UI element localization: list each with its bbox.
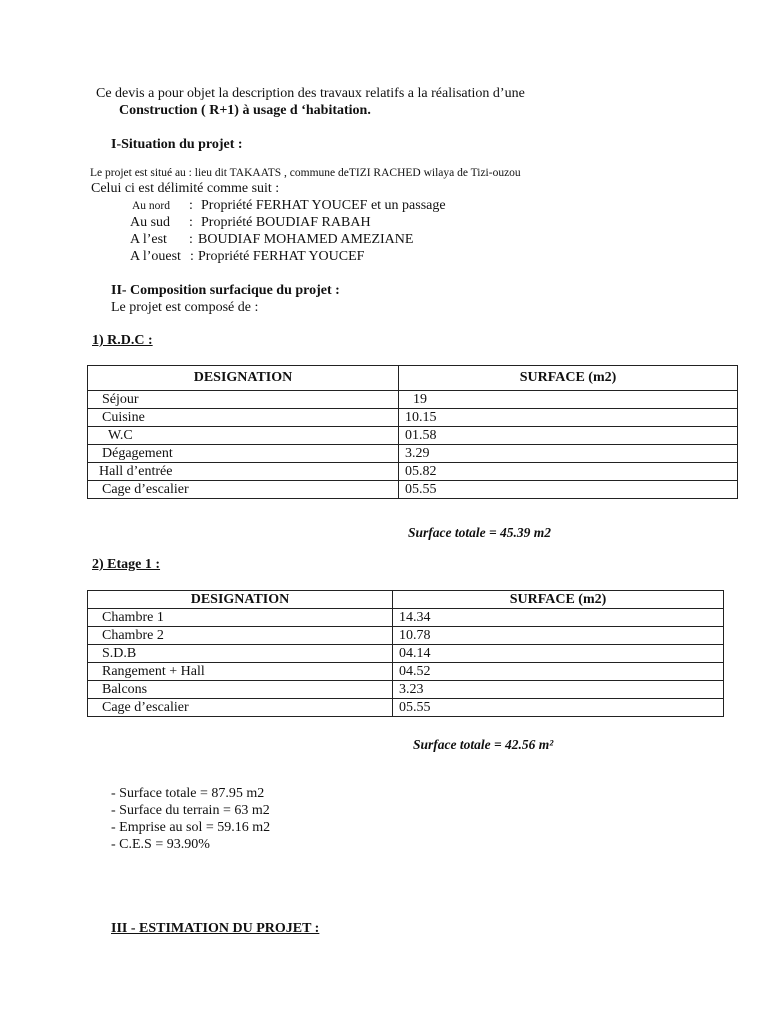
cell-surface: 3.23	[393, 681, 724, 699]
cell-designation: W.C	[88, 427, 399, 445]
table-row	[88, 699, 724, 717]
table-row	[88, 481, 738, 499]
neighbor-dir-south: Au sud	[130, 215, 171, 230]
cell-surface: 14.34	[393, 609, 724, 627]
neighbor-text-east: BOUDIAF MOHAMED AMEZIANE	[198, 232, 414, 247]
neighbor-sep-north: :	[189, 198, 193, 213]
header-designation: DESIGNATION	[88, 366, 399, 391]
location-text: Le projet est situé au : lieu dit TAKAATS , commune deTIZI RACHED wilaya de Tizi-ouzou	[90, 167, 521, 179]
table-row	[88, 445, 738, 463]
cell-surface: 05.82	[399, 463, 738, 481]
table-header-row	[88, 591, 724, 609]
table-row	[88, 409, 738, 427]
intro-line-1: Ce devis a pour objet la description des travaux relatifs a la réalisation d’une	[96, 86, 525, 101]
neighbor-dir-north: Au nord	[132, 200, 171, 212]
cell-designation: Chambre 2	[88, 627, 393, 645]
header-surface: SURFACE (m2)	[399, 366, 738, 391]
cell-designation: Rangement + Hall	[88, 663, 393, 681]
cell-designation: S.D.B	[88, 645, 393, 663]
neighbor-dir-west: A l’ouest	[130, 249, 181, 264]
rdc-table	[87, 365, 738, 499]
cell-surface: 10.15	[399, 409, 738, 427]
rdc-title: 1) R.D.C :	[92, 333, 153, 348]
cell-designation: Séjour	[88, 391, 399, 409]
table-row	[88, 681, 724, 699]
summary-ces: - C.E.S = 93.90%	[111, 837, 210, 852]
cell-surface: 04.52	[393, 663, 724, 681]
cell-surface: 3.29	[399, 445, 738, 463]
cell-surface: 01.58	[399, 427, 738, 445]
table-row	[88, 463, 738, 481]
cell-designation: Chambre 1	[88, 609, 393, 627]
neighbor-dir-east: A l’est	[130, 232, 167, 247]
summary-footprint: - Emprise au sol = 59.16 m2	[111, 820, 271, 835]
bounded-text: Celui ci est délimité comme suit :	[91, 181, 280, 196]
etage-title: 2) Etage 1 :	[92, 557, 161, 572]
section3-title: III - ESTIMATION DU PROJET :	[111, 921, 320, 936]
section2-subtitle: Le projet est composé de :	[111, 300, 259, 315]
cell-designation: Hall d’entrée	[88, 463, 399, 481]
section2-title: II- Composition surfacique du projet :	[111, 283, 340, 298]
table-row	[88, 627, 724, 645]
cell-designation: Dégagement	[88, 445, 399, 463]
header-designation: DESIGNATION	[88, 591, 393, 609]
etage-total: Surface totale = 42.56 m²	[413, 737, 554, 752]
intro-line-2: Construction ( R+1) à usage d ‘habitation.	[119, 103, 371, 118]
cell-surface: 05.55	[393, 699, 724, 717]
summary-total-surface: - Surface totale = 87.95 m2	[111, 786, 265, 801]
neighbor-sep-west: :	[190, 249, 194, 264]
cell-surface: 04.14	[393, 645, 724, 663]
neighbor-text-north: Propriété FERHAT YOUCEF et un passage	[201, 198, 446, 213]
summary-land-surface: - Surface du terrain = 63 m2	[111, 803, 270, 818]
table-row	[88, 391, 738, 409]
cell-designation: Cuisine	[88, 409, 399, 427]
table-row	[88, 609, 724, 627]
neighbor-sep-south: :	[189, 215, 193, 230]
table-row	[88, 427, 738, 445]
header-surface: SURFACE (m2)	[393, 591, 724, 609]
rdc-total: Surface totale = 45.39 m2	[408, 525, 552, 540]
cell-surface: 05.55	[399, 481, 738, 499]
cell-surface: 19	[399, 391, 738, 409]
etage-table	[87, 590, 724, 717]
section1-title: I-Situation du projet :	[111, 137, 243, 152]
cell-designation: Cage d’escalier	[88, 481, 399, 499]
table-header-row	[88, 366, 738, 391]
cell-designation: Balcons	[88, 681, 393, 699]
table-row	[88, 663, 724, 681]
cell-surface: 10.78	[393, 627, 724, 645]
neighbor-sep-east: :	[189, 232, 193, 247]
cell-designation: Cage d’escalier	[88, 699, 393, 717]
neighbor-text-west: Propriété FERHAT YOUCEF	[198, 249, 365, 264]
table-row	[88, 645, 724, 663]
neighbor-text-south: Propriété BOUDIAF RABAH	[201, 215, 371, 230]
